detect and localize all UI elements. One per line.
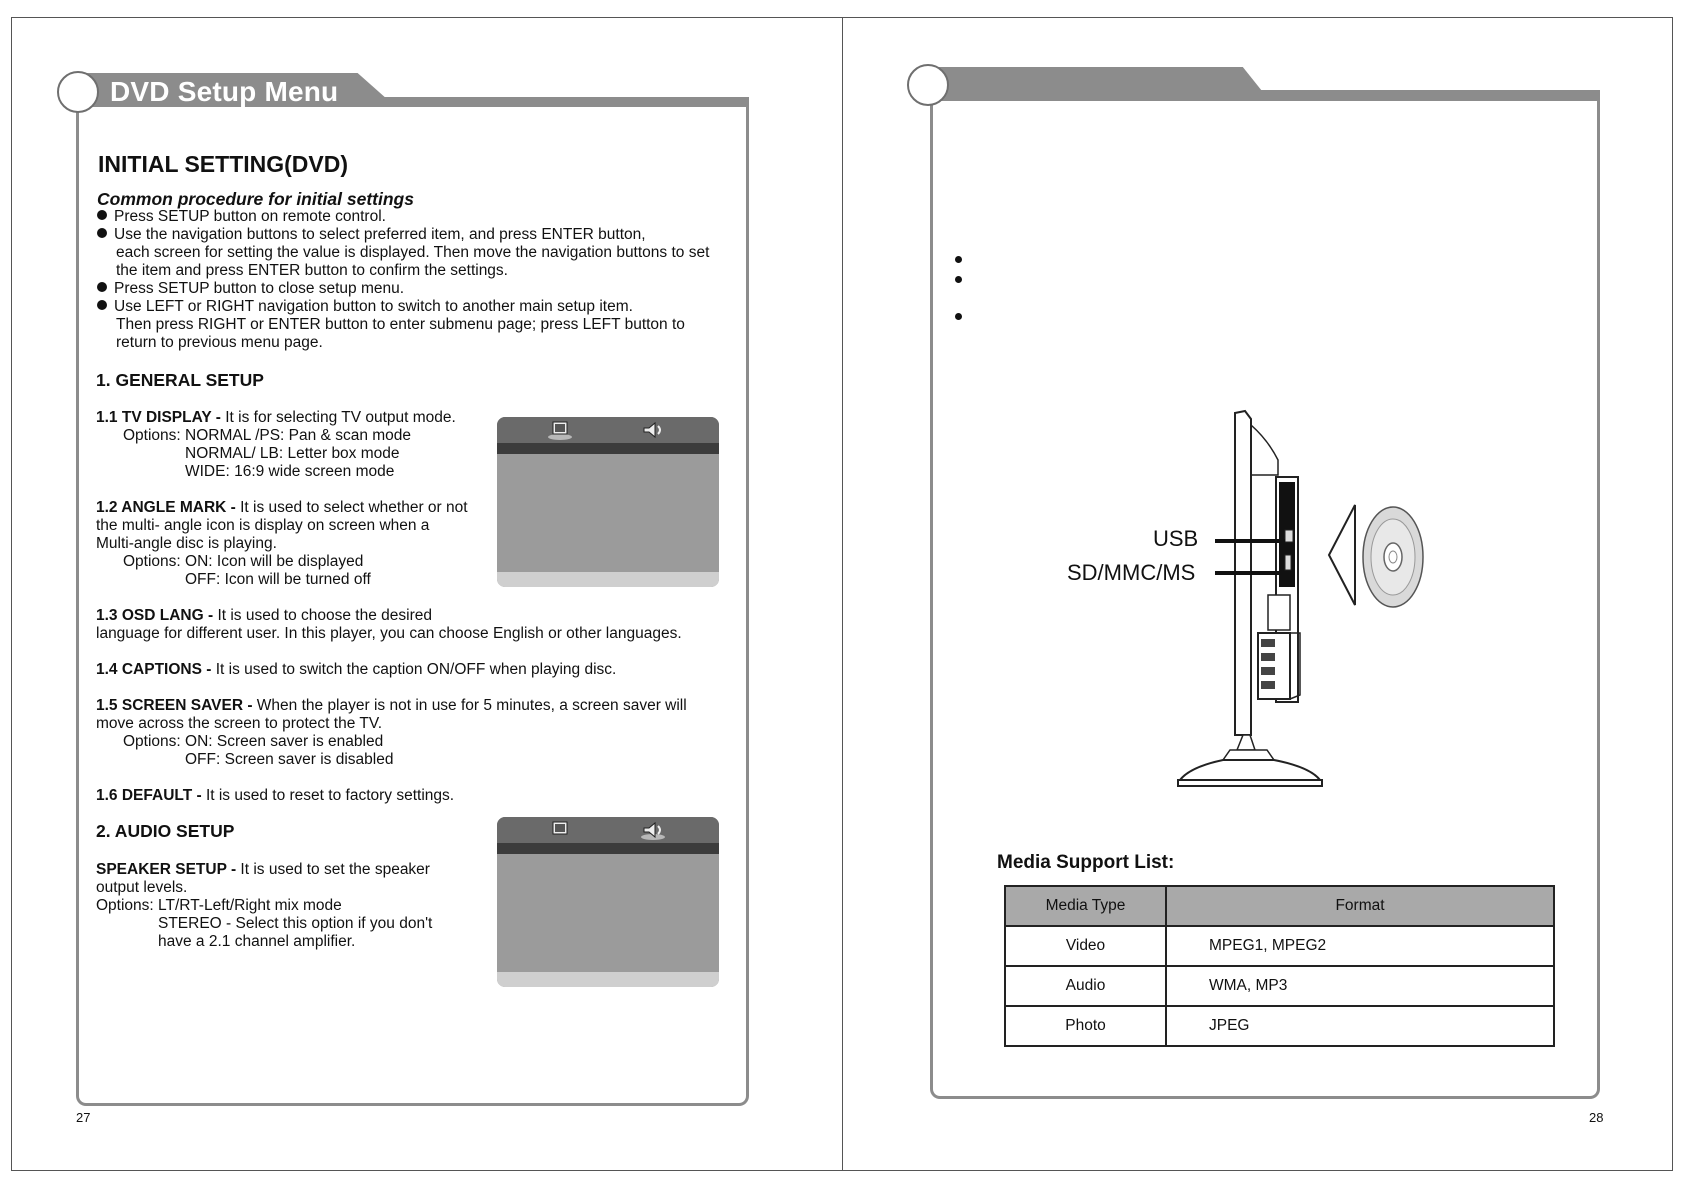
speaker-setup-line-2: output levels. (96, 879, 188, 896)
screen-saver-option-1: Options: ON: Screen saver is enabled (123, 733, 384, 750)
audio-setup-tab-icon (640, 820, 666, 840)
sd-mmc-ms-label: SD/MMC/MS (1067, 560, 1196, 585)
bullet-dot (97, 228, 107, 238)
tv-display-option-1: Options: NORMAL /PS: Pan & scan mode (123, 427, 412, 444)
format-cell: MPEG1, MPEG2 (1166, 926, 1554, 966)
left-header-circle (57, 71, 99, 113)
bullet-dot (97, 282, 107, 292)
table-header-row (1005, 886, 1554, 926)
format-cell: WMA, MP3 (1166, 966, 1554, 1006)
tv-display-line: 1.1 TV DISPLAY - It is for selecting TV output mode. (96, 409, 456, 426)
media-type-cell: Video (1005, 926, 1166, 966)
bullet-dot (97, 210, 107, 220)
column-header-media-type: Media Type (1005, 886, 1166, 926)
captions-line: 1.4 CAPTIONS - It is used to switch the caption ON/OFF when playing disc. (96, 661, 617, 678)
initial-setting-heading: INITIAL SETTING(DVD) (98, 151, 349, 177)
table-row (1005, 926, 1554, 966)
osd-lang-line: 1.3 OSD LANG - It is used to choose the desired (96, 607, 432, 624)
bullet-dot (97, 300, 107, 310)
media-type-cell: Photo (1005, 1006, 1166, 1046)
osd-top-bar (497, 817, 719, 843)
media-type-cell: Audio (1005, 966, 1166, 1006)
bullet-4-cont-1: Then press RIGHT or ENTER button to enter submenu page; press LEFT button to (116, 316, 685, 333)
speaker-setup-option-3: have a 2.1 channel amplifier. (158, 933, 356, 950)
screen-saver-line-2: move across the screen to protect the TV. (96, 715, 383, 732)
page-header-title: DVD Setup Menu (110, 76, 339, 107)
speaker-setup-option-1: Options: LT/RT-Left/Right mix mode (96, 897, 342, 914)
tv-side-view-illustration (1060, 405, 1440, 800)
page-number-right: 28 (1589, 1110, 1604, 1125)
media-support-table (1004, 885, 1555, 1047)
osd-footer-bar (497, 972, 719, 987)
right-header-circle (907, 64, 949, 106)
default-line: 1.6 DEFAULT - It is used to reset to factory settings. (96, 787, 455, 804)
angle-mark-line-2: the multi- angle icon is display on screen when a (96, 517, 430, 534)
media-support-title: Media Support List: (997, 852, 1175, 873)
audio-setup-osd-screenshot (497, 817, 719, 987)
angle-mark-line-3: Multi-angle disc is playing. (96, 535, 277, 552)
common-procedure-title: Common procedure for initial settings (97, 189, 414, 209)
bullet-dot (955, 313, 962, 320)
bullet-dot (955, 276, 962, 283)
screen-saver-line: 1.5 SCREEN SAVER - When the player is not in use for 5 minutes, a screen saver will (96, 697, 687, 714)
bullet-2-cont-1: each screen for setting the value is displayed. Then move the navigation buttons to set (116, 244, 710, 261)
angle-mark-line: 1.2 ANGLE MARK - It is used to select whether or not (96, 499, 468, 516)
screen-saver-option-2: OFF: Screen saver is disabled (185, 751, 394, 768)
general-setup-tab-icon (547, 820, 573, 840)
table-row (1005, 966, 1554, 1006)
osd-lang-line-2: language for different user. In this player, you can choose English or other languages. (96, 625, 682, 642)
table-row (1005, 1006, 1554, 1046)
osd-sub-bar (497, 443, 719, 454)
speaker-setup-line: SPEAKER SETUP - It is used to set the speaker (96, 861, 430, 878)
column-header-format: Format (1166, 886, 1554, 926)
bullet-1: Press SETUP button on remote control. (97, 208, 386, 226)
right-frame-top (930, 90, 1600, 101)
general-setup-osd-screenshot (497, 417, 719, 587)
bullet-4-cont-2: return to previous menu page. (116, 334, 323, 351)
osd-sub-bar (497, 843, 719, 854)
osd-top-bar (497, 417, 719, 443)
general-setup-title: 1. GENERAL SETUP (96, 370, 264, 390)
speaker-setup-option-2: STEREO - Select this option if you don't (158, 915, 433, 932)
page-number-left: 27 (76, 1110, 91, 1125)
usb-label: USB (1153, 526, 1199, 551)
audio-setup-title: 2. AUDIO SETUP (96, 821, 235, 841)
bullet-dot (955, 256, 962, 263)
bullet-3: Press SETUP button to close setup menu. (97, 280, 404, 298)
format-cell: JPEG (1166, 1006, 1554, 1046)
general-setup-tab-icon (547, 420, 573, 440)
audio-setup-tab-icon (640, 420, 666, 440)
angle-mark-option-2: OFF: Icon will be turned off (185, 571, 371, 588)
bullet-2-cont-2: the item and press ENTER button to confirm the settings. (116, 262, 508, 279)
osd-footer-bar (497, 572, 719, 587)
bullet-2: Use the navigation buttons to select preferred item, and press ENTER button, (97, 226, 646, 244)
tv-display-option-3: WIDE: 16:9 wide screen mode (185, 463, 395, 480)
page-fold (842, 17, 843, 1171)
angle-mark-option-1: Options: ON: Icon will be displayed (123, 553, 364, 570)
tv-display-option-2: NORMAL/ LB: Letter box mode (185, 445, 400, 462)
bullet-4: Use LEFT or RIGHT navigation button to switch to another main setup item. (97, 298, 633, 316)
